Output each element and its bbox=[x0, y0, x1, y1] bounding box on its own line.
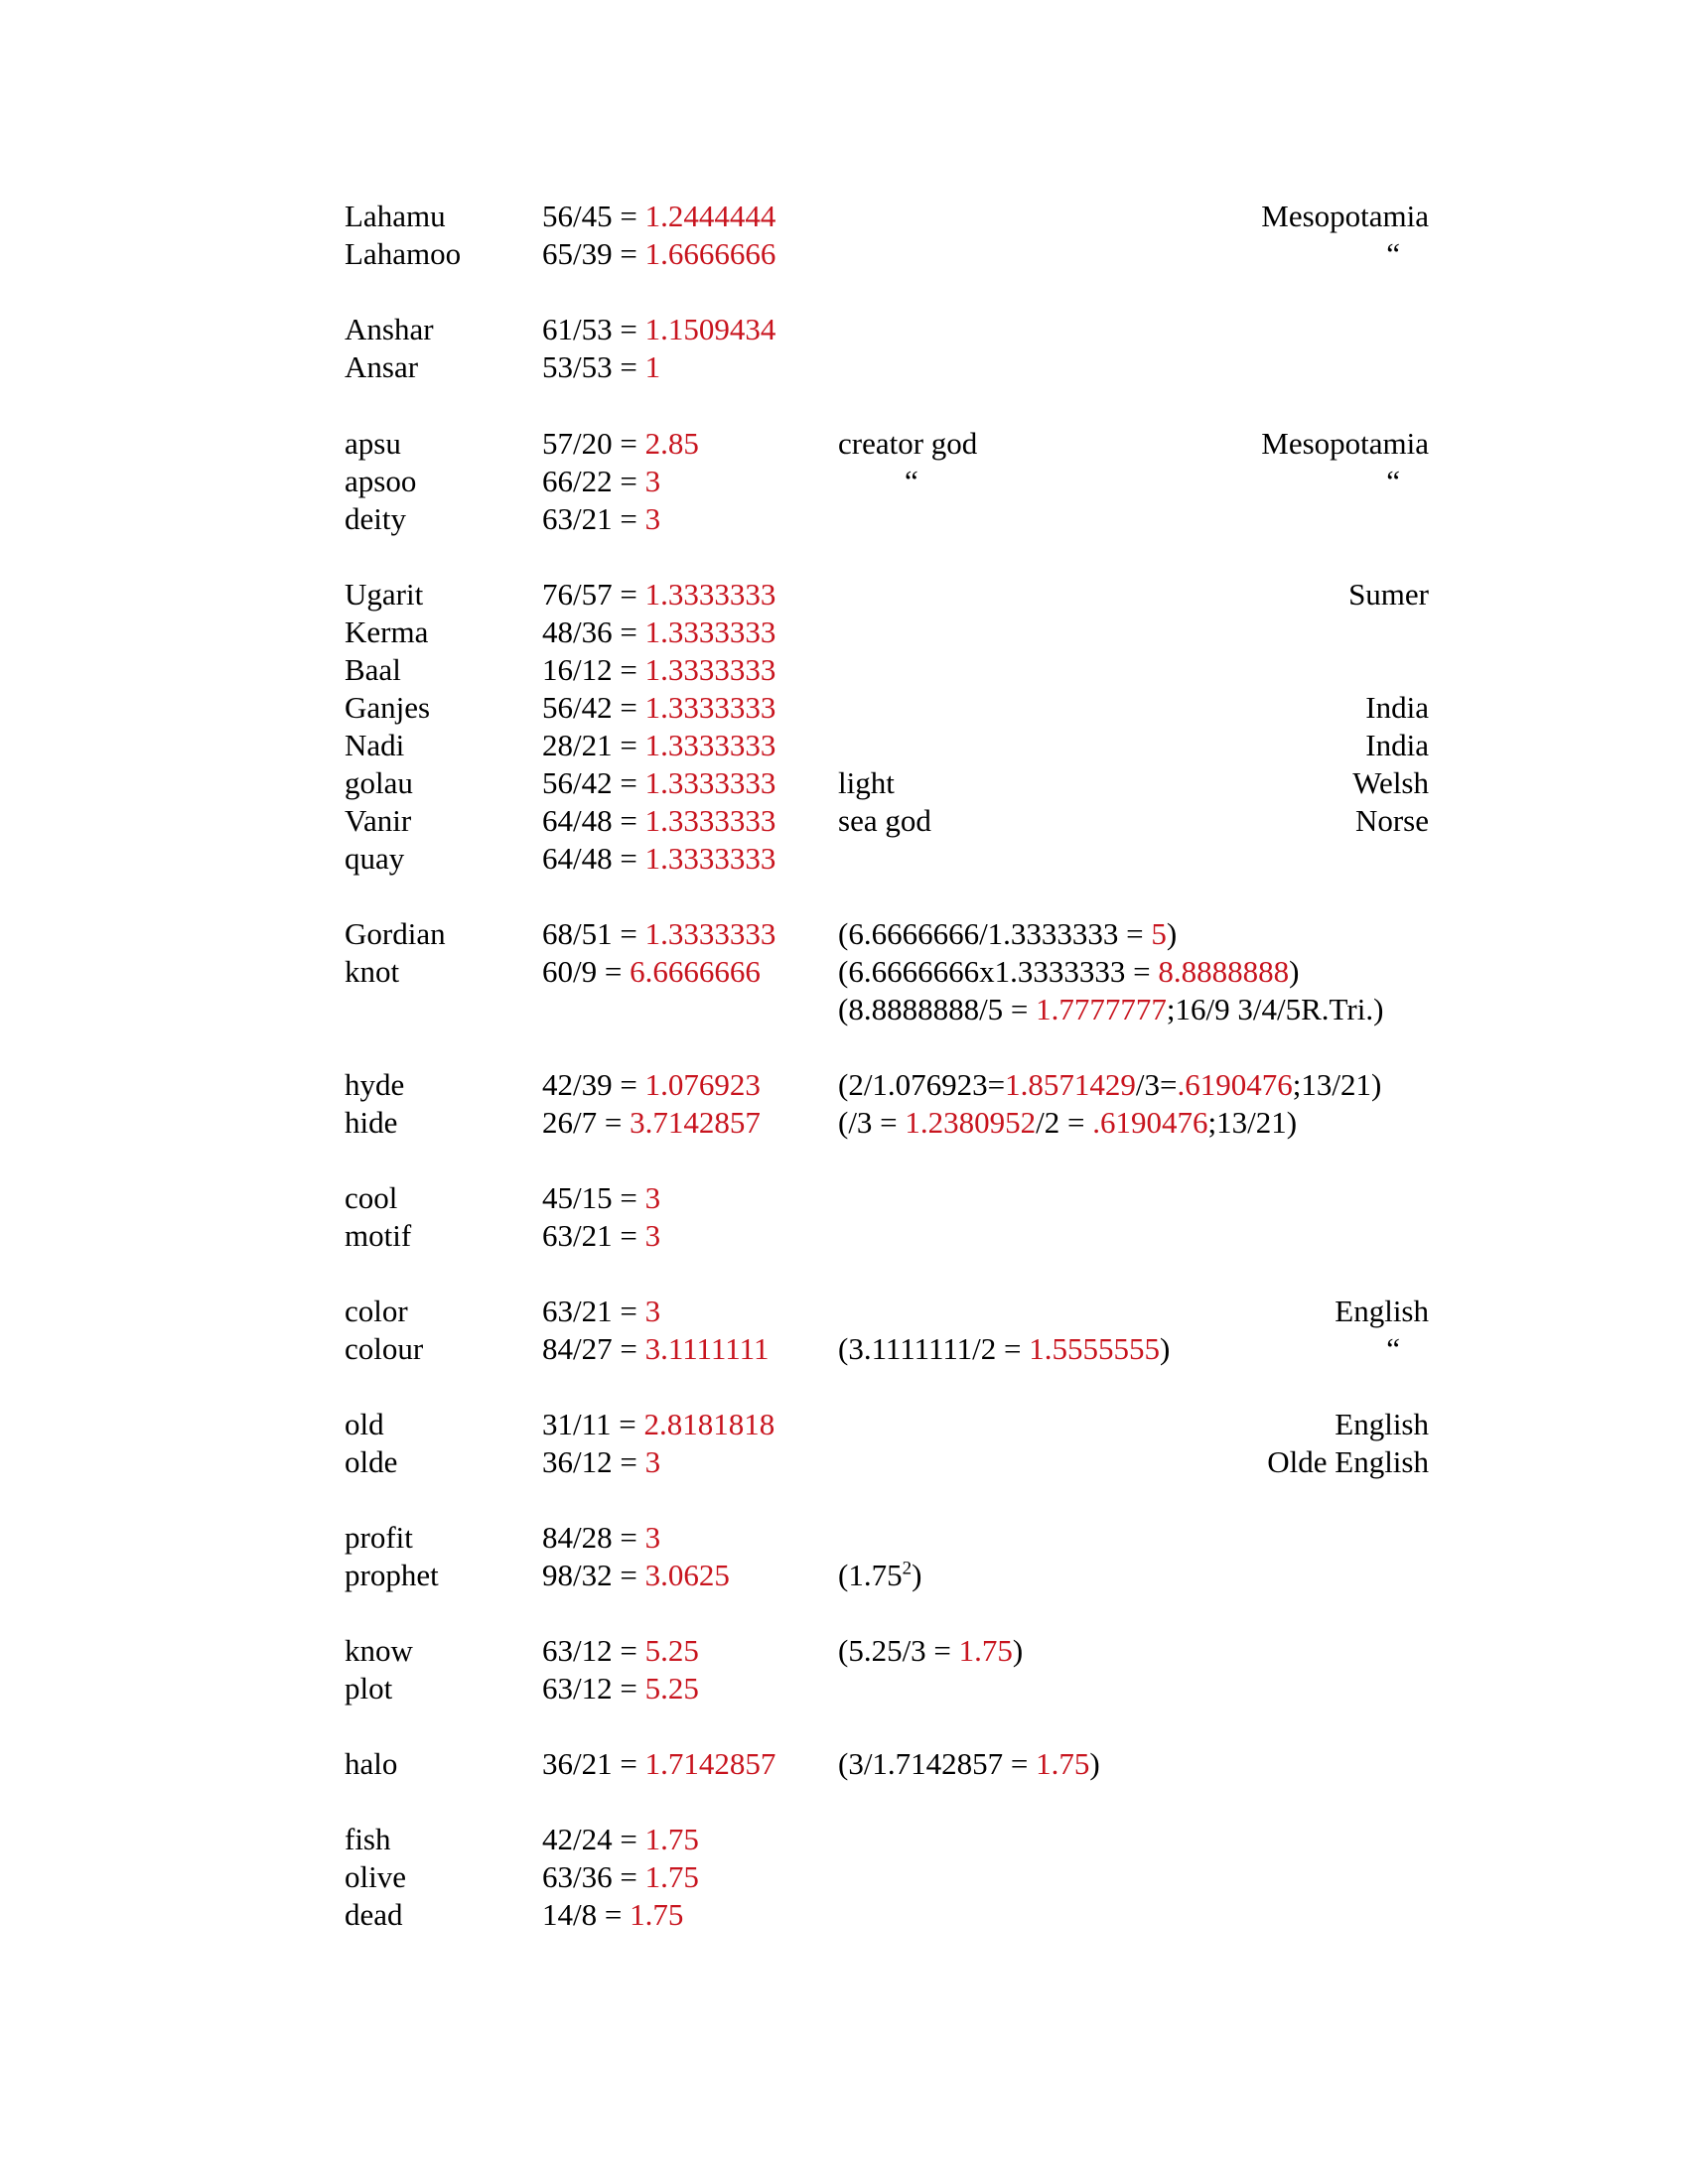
ratio-equation bbox=[542, 198, 775, 235]
table-row bbox=[0, 576, 1688, 614]
note-text: (1.75 bbox=[838, 1558, 903, 1592]
table-row bbox=[0, 1217, 1688, 1255]
word: knot bbox=[345, 954, 400, 989]
ratio: 14/8 = bbox=[542, 1897, 631, 1932]
word: olive bbox=[345, 1859, 406, 1894]
ratio: 65/39 = bbox=[542, 236, 645, 271]
table-row bbox=[0, 198, 1688, 235]
ratio-equation bbox=[542, 764, 775, 802]
table-row bbox=[0, 311, 1688, 348]
word: color bbox=[345, 1294, 408, 1328]
ratio: 63/12 = bbox=[542, 1633, 645, 1668]
note-value: 5 bbox=[1151, 916, 1167, 951]
ratio-value: 1.6666666 bbox=[644, 236, 776, 271]
ratio: 76/57 = bbox=[542, 577, 645, 612]
table-row bbox=[0, 689, 1688, 727]
region: “ bbox=[1386, 236, 1400, 271]
calculation-note bbox=[838, 1330, 1170, 1368]
table-row bbox=[0, 802, 1688, 840]
ratio-equation bbox=[542, 651, 775, 689]
ratio: 84/28 = bbox=[542, 1520, 645, 1555]
ratio: 63/36 = bbox=[542, 1859, 645, 1894]
calculation-note bbox=[838, 1066, 1381, 1104]
ratio: 68/51 = bbox=[542, 916, 645, 951]
word: apsu bbox=[345, 426, 401, 461]
note-text: ) bbox=[1012, 1633, 1024, 1668]
ratio-value: 1.75 bbox=[644, 1822, 699, 1856]
ratio: 36/12 = bbox=[542, 1444, 645, 1479]
table-row bbox=[0, 953, 1688, 991]
word: old bbox=[345, 1407, 384, 1441]
table-row bbox=[0, 1670, 1688, 1707]
region: English bbox=[1335, 1407, 1429, 1441]
word: Vanir bbox=[345, 803, 412, 838]
note-text: (5.25/3 = bbox=[838, 1633, 959, 1668]
ratio-value: 1.3333333 bbox=[644, 841, 776, 876]
note-text: /2 = bbox=[1036, 1105, 1093, 1140]
table-row bbox=[0, 425, 1688, 463]
ratio-equation bbox=[542, 1632, 699, 1670]
word: know bbox=[345, 1633, 413, 1668]
calculation-note bbox=[838, 1632, 1023, 1670]
note: creator god bbox=[838, 426, 978, 461]
ratio-value: 1.3333333 bbox=[644, 916, 776, 951]
ratio-value: 2.8181818 bbox=[643, 1407, 775, 1441]
note-text: ) bbox=[1160, 1331, 1171, 1366]
ratio-equation bbox=[542, 425, 699, 463]
ratio-value: 1.75 bbox=[644, 1859, 699, 1894]
ratio-value: 6.6666666 bbox=[630, 954, 761, 989]
ratio-value: 1.3333333 bbox=[644, 803, 776, 838]
ratio: 31/11 = bbox=[542, 1407, 644, 1441]
ratio: 36/21 = bbox=[542, 1746, 645, 1781]
ratio-equation bbox=[542, 1330, 769, 1368]
table-row bbox=[0, 727, 1688, 764]
ratio-value: 3.7142857 bbox=[630, 1105, 761, 1140]
ratio-equation bbox=[542, 1443, 660, 1481]
ratio: 26/7 = bbox=[542, 1105, 631, 1140]
ratio: 57/20 = bbox=[542, 426, 645, 461]
ratio-equation bbox=[542, 1179, 660, 1217]
ratio-equation bbox=[542, 1745, 775, 1783]
ratio-value: 1.3333333 bbox=[644, 614, 776, 649]
ratio-equation bbox=[542, 727, 775, 764]
ratio: 16/12 = bbox=[542, 652, 645, 687]
table-row bbox=[0, 1557, 1688, 1594]
note-text: ;13/21) bbox=[1207, 1105, 1298, 1140]
superscript: 2 bbox=[902, 1558, 913, 1579]
region: English bbox=[1335, 1294, 1429, 1328]
ratio-equation bbox=[542, 576, 775, 614]
ratio-value: 1.2444444 bbox=[644, 199, 776, 233]
note: light bbox=[838, 765, 895, 800]
ratio: 56/42 = bbox=[542, 690, 645, 725]
word: halo bbox=[345, 1746, 398, 1781]
note-text: (3/1.7142857 = bbox=[838, 1746, 1037, 1781]
ratio: 63/12 = bbox=[542, 1671, 645, 1706]
note-value: 1.2380952 bbox=[905, 1105, 1037, 1140]
ratio: 56/45 = bbox=[542, 199, 645, 233]
word: hide bbox=[345, 1105, 398, 1140]
ratio-value: 1.1509434 bbox=[644, 312, 776, 346]
table-row bbox=[0, 1104, 1688, 1142]
word: Baal bbox=[345, 652, 401, 687]
note-value: 1.8571429 bbox=[1005, 1067, 1136, 1102]
ratio-value: 1 bbox=[644, 349, 661, 384]
word: golau bbox=[345, 765, 413, 800]
ratio-value: 1.3333333 bbox=[644, 577, 776, 612]
word: quay bbox=[345, 841, 405, 876]
ratio-value: 3 bbox=[644, 1180, 661, 1215]
ratio-value: 5.25 bbox=[644, 1671, 699, 1706]
table-row bbox=[0, 1519, 1688, 1557]
ratio-equation bbox=[542, 1557, 730, 1594]
ratio: 63/21 = bbox=[542, 501, 645, 536]
note-text: ;16/9 3/4/5R.Tri.) bbox=[1166, 992, 1384, 1026]
ratio-equation bbox=[542, 915, 775, 953]
ratio: 63/21 = bbox=[542, 1218, 645, 1253]
ratio-equation bbox=[542, 1406, 774, 1443]
table-row bbox=[0, 1632, 1688, 1670]
ratio-equation bbox=[542, 348, 660, 386]
word: cool bbox=[345, 1180, 398, 1215]
table-row bbox=[0, 348, 1688, 386]
ratio-equation bbox=[542, 1896, 683, 1934]
ratio: 64/48 = bbox=[542, 803, 645, 838]
note-text: (3.1111111/2 = bbox=[838, 1331, 1030, 1366]
table-row bbox=[0, 463, 1688, 500]
note-value: .6190476 bbox=[1177, 1067, 1293, 1102]
ratio-equation bbox=[542, 235, 775, 273]
region: Norse bbox=[1354, 803, 1429, 838]
ratio-equation bbox=[542, 1293, 660, 1330]
word: Lahamu bbox=[345, 199, 446, 233]
note-text: (2/1.076923= bbox=[838, 1067, 1006, 1102]
note-text: ) bbox=[1089, 1746, 1100, 1781]
ratio-value: 3.1111111 bbox=[644, 1331, 770, 1366]
note-value: 8.8888888 bbox=[1158, 954, 1290, 989]
region: Mesopotamia bbox=[1261, 199, 1429, 233]
table-row bbox=[0, 1179, 1688, 1217]
table-row bbox=[0, 840, 1688, 878]
ratio: 48/36 = bbox=[542, 614, 645, 649]
calculation-note bbox=[838, 1557, 921, 1594]
ratio-value: 1.3333333 bbox=[644, 728, 776, 762]
word: plot bbox=[345, 1671, 393, 1706]
word: hyde bbox=[345, 1067, 405, 1102]
ratio-equation bbox=[542, 311, 775, 348]
ratio: 66/22 = bbox=[542, 464, 645, 498]
region: Welsh bbox=[1352, 765, 1429, 800]
ratio-value: 1.75 bbox=[630, 1897, 684, 1932]
region: India bbox=[1365, 728, 1429, 762]
word: Lahamoo bbox=[345, 236, 462, 271]
ratio-equation bbox=[542, 1217, 660, 1255]
note-text: (6.6666666x1.3333333 = bbox=[838, 954, 1159, 989]
ratio: 56/42 = bbox=[542, 765, 645, 800]
table-row bbox=[0, 1293, 1688, 1330]
ratio: 98/32 = bbox=[542, 1558, 645, 1592]
word: Gordian bbox=[345, 916, 446, 951]
ratio: 60/9 = bbox=[542, 954, 631, 989]
ratio: 45/15 = bbox=[542, 1180, 645, 1215]
ratio: 61/53 = bbox=[542, 312, 645, 346]
word: Anshar bbox=[345, 312, 434, 346]
ratio-equation bbox=[542, 500, 660, 538]
table-row bbox=[0, 614, 1688, 651]
word: apsoo bbox=[345, 464, 417, 498]
calculation-note bbox=[838, 915, 1177, 953]
ratio-equation bbox=[542, 614, 775, 651]
ratio-equation bbox=[542, 463, 660, 500]
word: motif bbox=[345, 1218, 412, 1253]
table-row bbox=[0, 1745, 1688, 1783]
note-ditto: “ bbox=[905, 464, 918, 498]
table-row bbox=[0, 1443, 1688, 1481]
table-row bbox=[0, 764, 1688, 802]
word: Nadi bbox=[345, 728, 405, 762]
ratio: 28/21 = bbox=[542, 728, 645, 762]
ratio-equation bbox=[542, 1519, 660, 1557]
note-value: 1.5555555 bbox=[1029, 1331, 1161, 1366]
note-text: ) bbox=[912, 1558, 922, 1592]
ratio-value: 3 bbox=[644, 1294, 661, 1328]
ratio-value: 1.3333333 bbox=[644, 765, 776, 800]
note-value: 1.7777777 bbox=[1036, 992, 1167, 1026]
ratio-value: 3.0625 bbox=[644, 1558, 730, 1592]
note-text: (8.8888888/5 = bbox=[838, 992, 1037, 1026]
ratio: 53/53 = bbox=[542, 349, 645, 384]
note-text: ) bbox=[1166, 916, 1178, 951]
ratio-equation bbox=[542, 1858, 699, 1896]
ratio-value: 3 bbox=[644, 1520, 661, 1555]
region: India bbox=[1365, 690, 1429, 725]
ratio-equation bbox=[542, 1066, 761, 1104]
note-text: ) bbox=[1289, 954, 1300, 989]
table-row bbox=[0, 1821, 1688, 1858]
region: Olde English bbox=[1267, 1444, 1429, 1479]
region: Sumer bbox=[1348, 577, 1429, 612]
ratio-value: 1.3333333 bbox=[644, 690, 776, 725]
ratio-equation bbox=[542, 1104, 761, 1142]
note-value: .6190476 bbox=[1092, 1105, 1208, 1140]
word: Ansar bbox=[345, 349, 419, 384]
word: Ganjes bbox=[345, 690, 431, 725]
calculation-note bbox=[838, 953, 1299, 991]
region: “ bbox=[1386, 1331, 1400, 1366]
word: Kerma bbox=[345, 614, 429, 649]
calculation-note bbox=[838, 1745, 1100, 1783]
word: deity bbox=[345, 501, 406, 536]
ratio-equation bbox=[542, 840, 775, 878]
word: fish bbox=[345, 1822, 391, 1856]
note-text: /3= bbox=[1135, 1067, 1178, 1102]
ratio: 42/39 = bbox=[542, 1067, 645, 1102]
region: “ bbox=[1386, 464, 1400, 498]
table-row bbox=[0, 1858, 1688, 1896]
ratio-equation bbox=[542, 953, 761, 991]
ratio-equation bbox=[542, 1821, 699, 1858]
ratio: 64/48 = bbox=[542, 841, 645, 876]
table-row bbox=[0, 1066, 1688, 1104]
note-text: (/3 = bbox=[838, 1105, 906, 1140]
word: dead bbox=[345, 1897, 403, 1932]
ratio-value: 2.85 bbox=[644, 426, 699, 461]
ratio-equation bbox=[542, 1670, 699, 1707]
ratio-value: 1.7142857 bbox=[644, 1746, 776, 1781]
note-text: ;13/21) bbox=[1292, 1067, 1382, 1102]
ratio-equation bbox=[542, 689, 775, 727]
ratio-value: 1.076923 bbox=[644, 1067, 761, 1102]
ratio-value: 5.25 bbox=[644, 1633, 699, 1668]
ratio-equation bbox=[542, 802, 775, 840]
word: profit bbox=[345, 1520, 413, 1555]
table-row bbox=[0, 991, 1688, 1028]
ratio-value: 3 bbox=[644, 501, 661, 536]
table-row bbox=[0, 235, 1688, 273]
calculation-note bbox=[838, 991, 1383, 1028]
region: Mesopotamia bbox=[1261, 426, 1429, 461]
table-row bbox=[0, 651, 1688, 689]
ratio-value: 1.3333333 bbox=[644, 652, 776, 687]
table-row bbox=[0, 1406, 1688, 1443]
table-row bbox=[0, 1330, 1688, 1368]
table-row bbox=[0, 500, 1688, 538]
table-row bbox=[0, 1896, 1688, 1934]
ratio: 42/24 = bbox=[542, 1822, 645, 1856]
ratio-value: 3 bbox=[644, 1218, 661, 1253]
calculation-note bbox=[838, 1104, 1297, 1142]
ratio: 63/21 = bbox=[542, 1294, 645, 1328]
ratio-value: 3 bbox=[644, 464, 661, 498]
word: colour bbox=[345, 1331, 424, 1366]
note: sea god bbox=[838, 803, 931, 838]
word: olde bbox=[345, 1444, 398, 1479]
ratio-value: 3 bbox=[644, 1444, 661, 1479]
table-row bbox=[0, 915, 1688, 953]
note-value: 1.75 bbox=[958, 1633, 1013, 1668]
note-value: 1.75 bbox=[1036, 1746, 1090, 1781]
note-text: (6.6666666/1.3333333 = bbox=[838, 916, 1152, 951]
word: prophet bbox=[345, 1558, 439, 1592]
ratio: 84/27 = bbox=[542, 1331, 645, 1366]
word: Ugarit bbox=[345, 577, 424, 612]
